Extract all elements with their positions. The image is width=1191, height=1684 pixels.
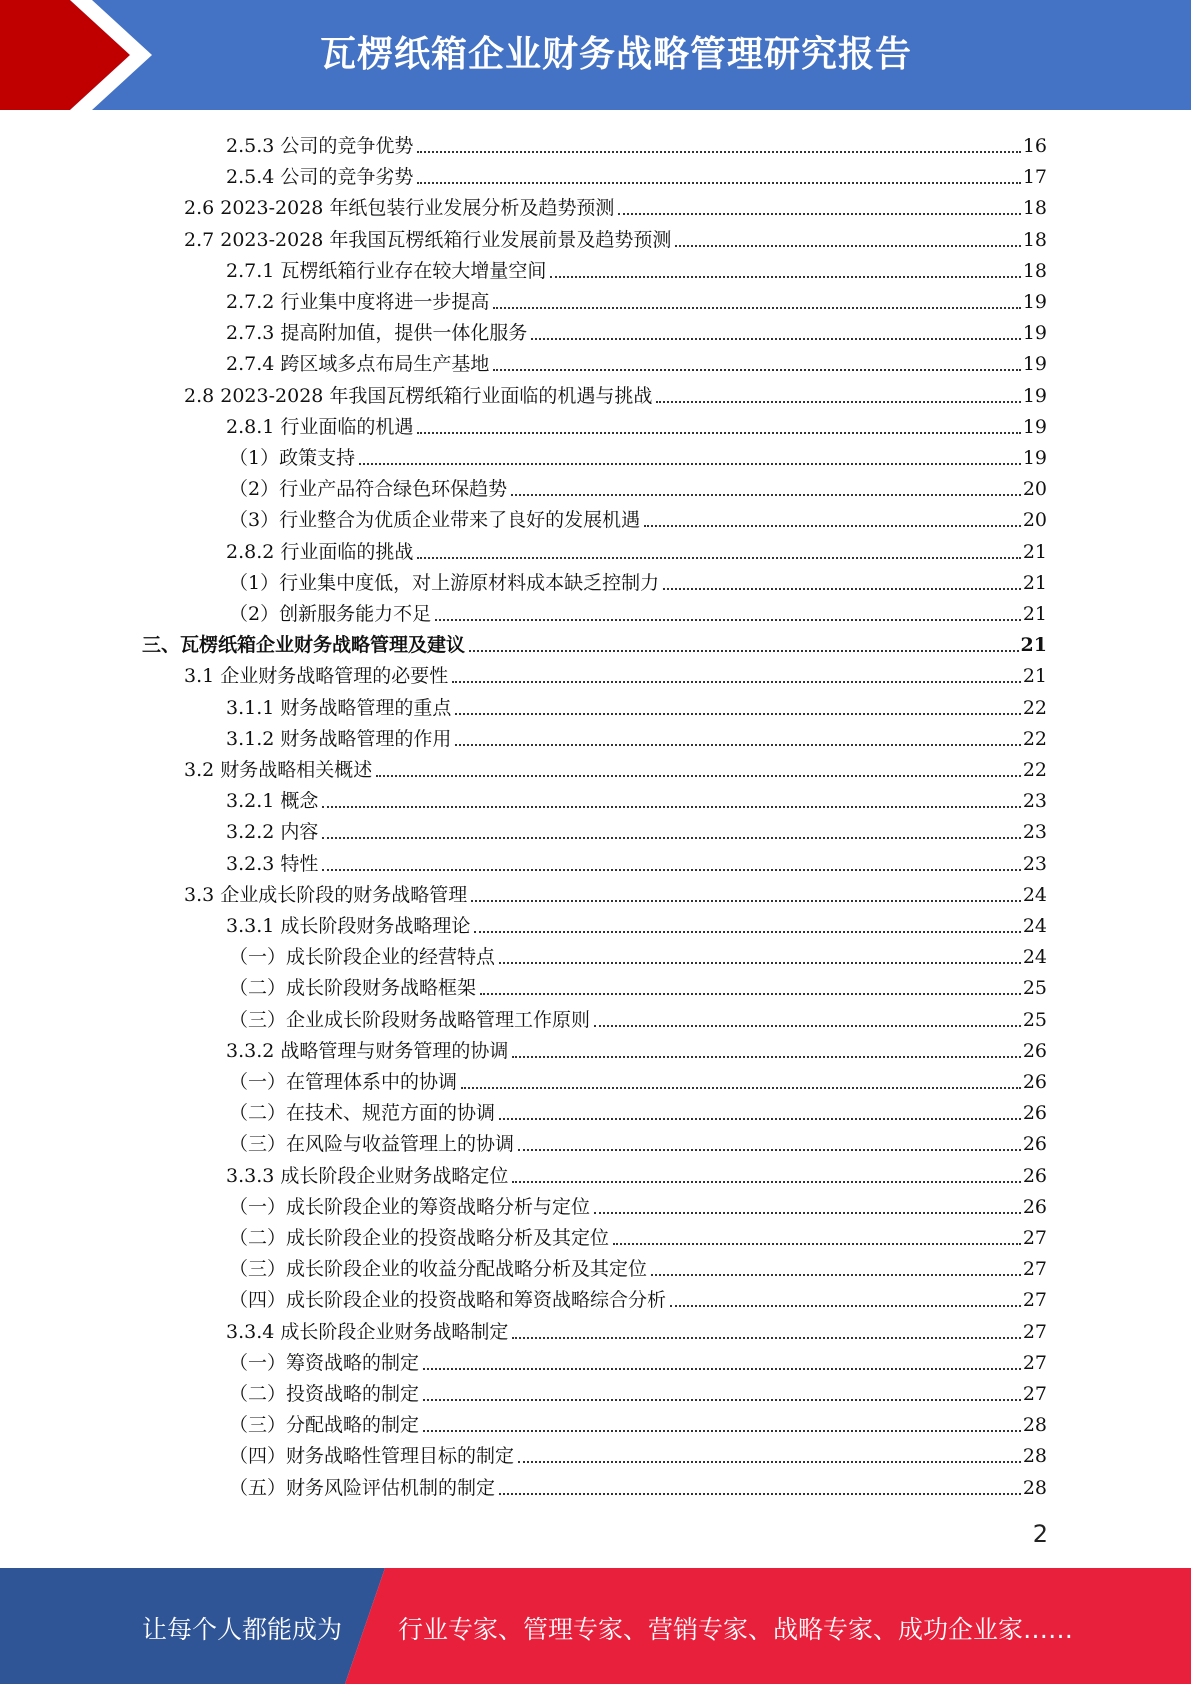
toc-leader-dots xyxy=(480,993,1021,995)
toc-leader-dots xyxy=(670,1305,1021,1307)
toc-leader-dots xyxy=(550,276,1020,278)
toc-leader-dots xyxy=(423,1368,1021,1370)
toc-entry-label: 3.2.3 特性 xyxy=(226,852,319,875)
toc-leader-dots xyxy=(417,182,1020,184)
toc-entry-page: 27 xyxy=(1022,1351,1047,1374)
toc-entry-label: 3.3.1 成长阶段财务战略理论 xyxy=(226,915,471,937)
toc-entry-page: 19 xyxy=(1022,291,1047,313)
toc-entry[interactable] xyxy=(229,1344,1047,1375)
toc-leader-dots xyxy=(423,1399,1021,1401)
toc-leader-dots xyxy=(518,1461,1021,1463)
toc-entry[interactable] xyxy=(226,283,1047,314)
toc-entry-page: 19 xyxy=(1022,322,1047,345)
toc-entry[interactable] xyxy=(229,1188,1047,1219)
toc-entry-label: （三）企业成长阶段财务战略管理工作原则 xyxy=(229,1008,591,1031)
toc-entry-label: 2.6 2023-2028 年纸包装行业发展分析及趋势预测 xyxy=(184,197,615,220)
toc-entry[interactable] xyxy=(226,1032,1047,1063)
toc-leader-dots xyxy=(499,962,1021,964)
toc-entry-label: 2.8.1 行业面临的机遇 xyxy=(226,415,414,438)
toc-leader-dots xyxy=(461,1087,1021,1089)
toc-entry[interactable] xyxy=(229,1125,1047,1156)
toc-entry-page: 18 xyxy=(1022,197,1047,220)
toc-leader-dots xyxy=(651,1274,1021,1276)
toc-entry-label: 3.2.2 内容 xyxy=(226,821,319,844)
toc-entry-page: 24 xyxy=(1022,915,1047,937)
toc-entry[interactable] xyxy=(226,314,1047,345)
toc-entry[interactable] xyxy=(226,782,1047,813)
footer-slogan-left: 让每个人都能成为 xyxy=(142,1615,343,1644)
toc-entry-label: 2.7 2023-2028 年我国瓦楞纸箱行业发展前景及趋势预测 xyxy=(184,228,672,251)
toc-entry[interactable] xyxy=(184,876,1047,907)
toc-entry-label: 3.1.2 财务战略管理的作用 xyxy=(226,727,452,750)
toc-entry-label: （一）筹资战略的制定 xyxy=(229,1351,420,1374)
toc-entry-label: （1）行业集中度低，对上游原材料成本缺乏控制力 xyxy=(229,571,660,594)
toc-leader-dots xyxy=(675,245,1020,247)
toc-entry[interactable] xyxy=(229,1250,1047,1281)
toc-entry-page: 18 xyxy=(1022,228,1047,251)
toc-leader-dots xyxy=(512,1337,1020,1339)
toc-entry-label: （二）成长阶段财务战略框架 xyxy=(229,977,477,1000)
toc-leader-dots xyxy=(594,1212,1021,1214)
toc-entry[interactable] xyxy=(229,1094,1047,1125)
toc-entry[interactable] xyxy=(229,1437,1047,1468)
toc-entry[interactable] xyxy=(229,1469,1047,1500)
toc-entry-label: （3）行业整合为优质企业带来了良好的发展机遇 xyxy=(229,509,641,532)
toc-entry-page: 25 xyxy=(1022,977,1047,1000)
toc-entry[interactable] xyxy=(229,1063,1047,1094)
toc-entry-page: 26 xyxy=(1022,1133,1047,1156)
toc-entry-label: （2）创新服务能力不足 xyxy=(229,603,432,625)
toc-entry-label: 2.8 2023-2028 年我国瓦楞纸箱行业面临的机遇与挑战 xyxy=(184,384,653,407)
toc-entry-label: 2.7.4 跨区域多点布局生产基地 xyxy=(226,353,490,376)
toc-leader-dots xyxy=(618,213,1020,215)
toc-leader-dots xyxy=(499,1118,1021,1120)
toc-entry[interactable] xyxy=(229,470,1047,501)
toc-entry[interactable] xyxy=(184,221,1047,252)
toc-entry[interactable] xyxy=(184,657,1047,688)
toc-leader-dots xyxy=(417,557,1020,559)
toc-entry-page: 26 xyxy=(1022,1039,1047,1062)
toc-entry[interactable] xyxy=(229,439,1047,470)
toc-entry[interactable] xyxy=(229,1219,1047,1250)
toc-leader-dots xyxy=(417,432,1020,434)
toc-leader-dots xyxy=(644,525,1021,527)
toc-entry-page: 23 xyxy=(1022,852,1047,875)
toc-entry-page: 19 xyxy=(1022,353,1047,376)
toc-leader-dots xyxy=(469,650,1019,652)
toc-entry-page: 26 xyxy=(1022,1164,1047,1187)
toc-entry-label: 3.2 财务战略相关概述 xyxy=(184,759,373,781)
toc-entry[interactable] xyxy=(226,252,1047,283)
toc-leader-dots xyxy=(656,401,1020,403)
toc-entry[interactable] xyxy=(226,408,1047,439)
toc-entry[interactable] xyxy=(229,1001,1047,1032)
toc-entry-page: 22 xyxy=(1022,759,1047,781)
toc-entry-page: 21 xyxy=(1022,665,1047,688)
toc-leader-dots xyxy=(511,494,1021,496)
toc-entry[interactable] xyxy=(226,127,1047,158)
page-number: 2 xyxy=(1032,1520,1048,1548)
toc-entry-page: 27 xyxy=(1022,1383,1047,1405)
toc-entry-page: 27 xyxy=(1022,1289,1047,1312)
toc-leader-dots xyxy=(471,900,1021,902)
footer-slogan-right: 行业专家、管理专家、营销专家、战略专家、成功企业家…… xyxy=(398,1615,1074,1644)
toc-entry-page: 27 xyxy=(1022,1258,1047,1281)
toc-leader-dots xyxy=(452,681,1021,683)
toc-leader-dots xyxy=(474,931,1020,933)
toc-leader-dots xyxy=(594,1025,1021,1027)
toc-entry-label: 3.3.3 成长阶段企业财务战略定位 xyxy=(226,1164,509,1187)
report-title: 瓦楞纸箱企业财务战略管理研究报告 xyxy=(320,34,913,75)
toc-entry[interactable] xyxy=(226,533,1047,564)
toc-entry-label: 2.5.3 公司的竞争优势 xyxy=(226,135,414,157)
toc-leader-dots xyxy=(493,307,1020,309)
toc-entry[interactable] xyxy=(226,907,1047,938)
toc-leader-dots xyxy=(417,151,1020,153)
toc-entry-label: 2.8.2 行业面临的挑战 xyxy=(226,540,414,563)
toc-entry[interactable] xyxy=(226,720,1047,751)
toc-entry-page: 18 xyxy=(1022,259,1047,282)
toc-entry-page: 21 xyxy=(1022,540,1047,563)
page-footer xyxy=(0,1568,1191,1684)
toc-entry-label: （二）成长阶段企业的投资战略分析及其定位 xyxy=(229,1227,610,1249)
toc-entry-label: （一）在管理体系中的协调 xyxy=(229,1071,458,1093)
toc-entry-label: 2.5.4 公司的竞争劣势 xyxy=(226,166,414,189)
toc-leader-dots xyxy=(531,338,1020,340)
toc-entry-label: （三）成长阶段企业的收益分配战略分析及其定位 xyxy=(229,1258,648,1281)
toc-entry[interactable] xyxy=(226,845,1047,876)
toc-leader-dots xyxy=(322,837,1020,839)
toc-entry-page: 26 xyxy=(1022,1071,1047,1093)
toc-entry-label: （一）成长阶段企业的筹资战略分析与定位 xyxy=(229,1195,591,1218)
toc-entry-page: 28 xyxy=(1022,1476,1047,1499)
toc-entry[interactable] xyxy=(226,689,1047,720)
toc-entry-label: （一）成长阶段企业的经营特点 xyxy=(229,946,496,969)
toc-entry[interactable] xyxy=(184,751,1047,782)
toc-entry[interactable] xyxy=(229,938,1047,969)
toc-entry-page: 19 xyxy=(1022,384,1047,407)
toc-entry[interactable] xyxy=(229,1375,1047,1406)
toc-entry-label: 3.1 企业财务战略管理的必要性 xyxy=(184,665,449,688)
toc-entry-page: 21 xyxy=(1022,571,1047,594)
toc-entry-page: 26 xyxy=(1022,1195,1047,1218)
toc-entry[interactable] xyxy=(226,813,1047,844)
toc-entry-label: 3.3.2 战略管理与财务管理的协调 xyxy=(226,1039,509,1062)
toc-leader-dots xyxy=(322,806,1020,808)
toc-leader-dots xyxy=(359,463,1021,465)
toc-leader-dots xyxy=(455,713,1020,715)
toc-leader-dots xyxy=(512,1181,1020,1183)
toc-entry-label: （三）分配战略的制定 xyxy=(229,1414,420,1437)
toc-entry[interactable] xyxy=(184,377,1047,408)
toc-entry-label: 2.7.2 行业集中度将进一步提高 xyxy=(226,291,490,313)
toc-leader-dots xyxy=(322,869,1020,871)
toc-leader-dots xyxy=(512,1056,1020,1058)
toc-entry-page: 26 xyxy=(1022,1102,1047,1125)
toc-leader-dots xyxy=(423,1430,1021,1432)
toc-entry-page: 27 xyxy=(1022,1320,1047,1343)
toc-entry[interactable] xyxy=(229,564,1047,595)
toc-entry-page: 25 xyxy=(1022,1008,1047,1031)
toc-entry-page: 19 xyxy=(1022,447,1047,469)
toc-entry-page: 19 xyxy=(1022,415,1047,438)
toc-entry-label: （2）行业产品符合绿色环保趋势 xyxy=(229,478,508,501)
toc-entry[interactable] xyxy=(184,189,1047,220)
toc-leader-dots xyxy=(493,369,1020,371)
toc-entry[interactable] xyxy=(142,626,1047,657)
toc-entry-page: 28 xyxy=(1022,1414,1047,1437)
toc-entry[interactable] xyxy=(226,1313,1047,1344)
toc-entry-page: 24 xyxy=(1022,946,1047,969)
toc-entry-page: 16 xyxy=(1022,135,1047,157)
toc-leader-dots xyxy=(499,1493,1021,1495)
toc-entry-page: 21 xyxy=(1022,603,1047,625)
toc-entry-label: （四）财务战略性管理目标的制定 xyxy=(229,1445,515,1468)
toc-entry-page: 28 xyxy=(1022,1445,1047,1468)
toc-entry[interactable] xyxy=(229,1281,1047,1312)
toc-entry-page: 23 xyxy=(1022,790,1047,813)
toc-entry-page: 21 xyxy=(1020,634,1047,657)
toc-entry-label: 2.7.3 提高附加值，提供一体化服务 xyxy=(226,322,528,345)
toc-leader-dots xyxy=(663,588,1021,590)
toc-leader-dots xyxy=(518,1149,1021,1151)
toc-entry-label: （五）财务风险评估机制的制定 xyxy=(229,1476,496,1499)
toc-entry-label: 3.3.4 成长阶段企业财务战略制定 xyxy=(226,1320,509,1343)
toc-leader-dots xyxy=(376,775,1021,777)
toc-entry-page: 22 xyxy=(1022,727,1047,750)
toc-entry-page: 27 xyxy=(1022,1227,1047,1249)
toc-entry-label: 2.7.1 瓦楞纸箱行业存在较大增量空间 xyxy=(226,259,547,282)
toc-entry-page: 20 xyxy=(1022,478,1047,501)
toc-entry[interactable] xyxy=(229,501,1047,532)
toc-entry-page: 17 xyxy=(1022,166,1047,189)
toc-entry[interactable] xyxy=(226,345,1047,376)
toc-entry[interactable] xyxy=(226,1157,1047,1188)
toc-entry-page: 24 xyxy=(1022,883,1047,906)
toc-entry-label: 3.3 企业成长阶段的财务战略管理 xyxy=(184,883,468,906)
toc-entry-label: 三、瓦楞纸箱企业财务战略管理及建议 xyxy=(142,634,466,657)
toc-leader-dots xyxy=(455,744,1020,746)
toc-entry[interactable] xyxy=(226,158,1047,189)
toc-entry-page: 22 xyxy=(1022,696,1047,719)
toc-entry[interactable] xyxy=(229,969,1047,1000)
page-header xyxy=(0,0,1191,110)
toc-entry-label: （二）在技术、规范方面的协调 xyxy=(229,1102,496,1125)
toc-entry-label: （三）在风险与收益管理上的协调 xyxy=(229,1133,515,1156)
toc-entry[interactable] xyxy=(229,595,1047,626)
toc-entry-label: 3.2.1 概念 xyxy=(226,790,319,813)
toc-entry[interactable] xyxy=(229,1406,1047,1437)
toc-entry-label: （1）政策支持 xyxy=(229,447,356,469)
toc-entry-page: 23 xyxy=(1022,821,1047,844)
toc-leader-dots xyxy=(613,1243,1021,1245)
toc-entry-page: 20 xyxy=(1022,509,1047,532)
toc-entry-label: （四）成长阶段企业的投资战略和筹资战略综合分析 xyxy=(229,1289,667,1312)
toc-entry-label: （二）投资战略的制定 xyxy=(229,1383,420,1405)
toc-leader-dots xyxy=(435,619,1021,621)
toc-entry-label: 3.1.1 财务战略管理的重点 xyxy=(226,696,452,719)
